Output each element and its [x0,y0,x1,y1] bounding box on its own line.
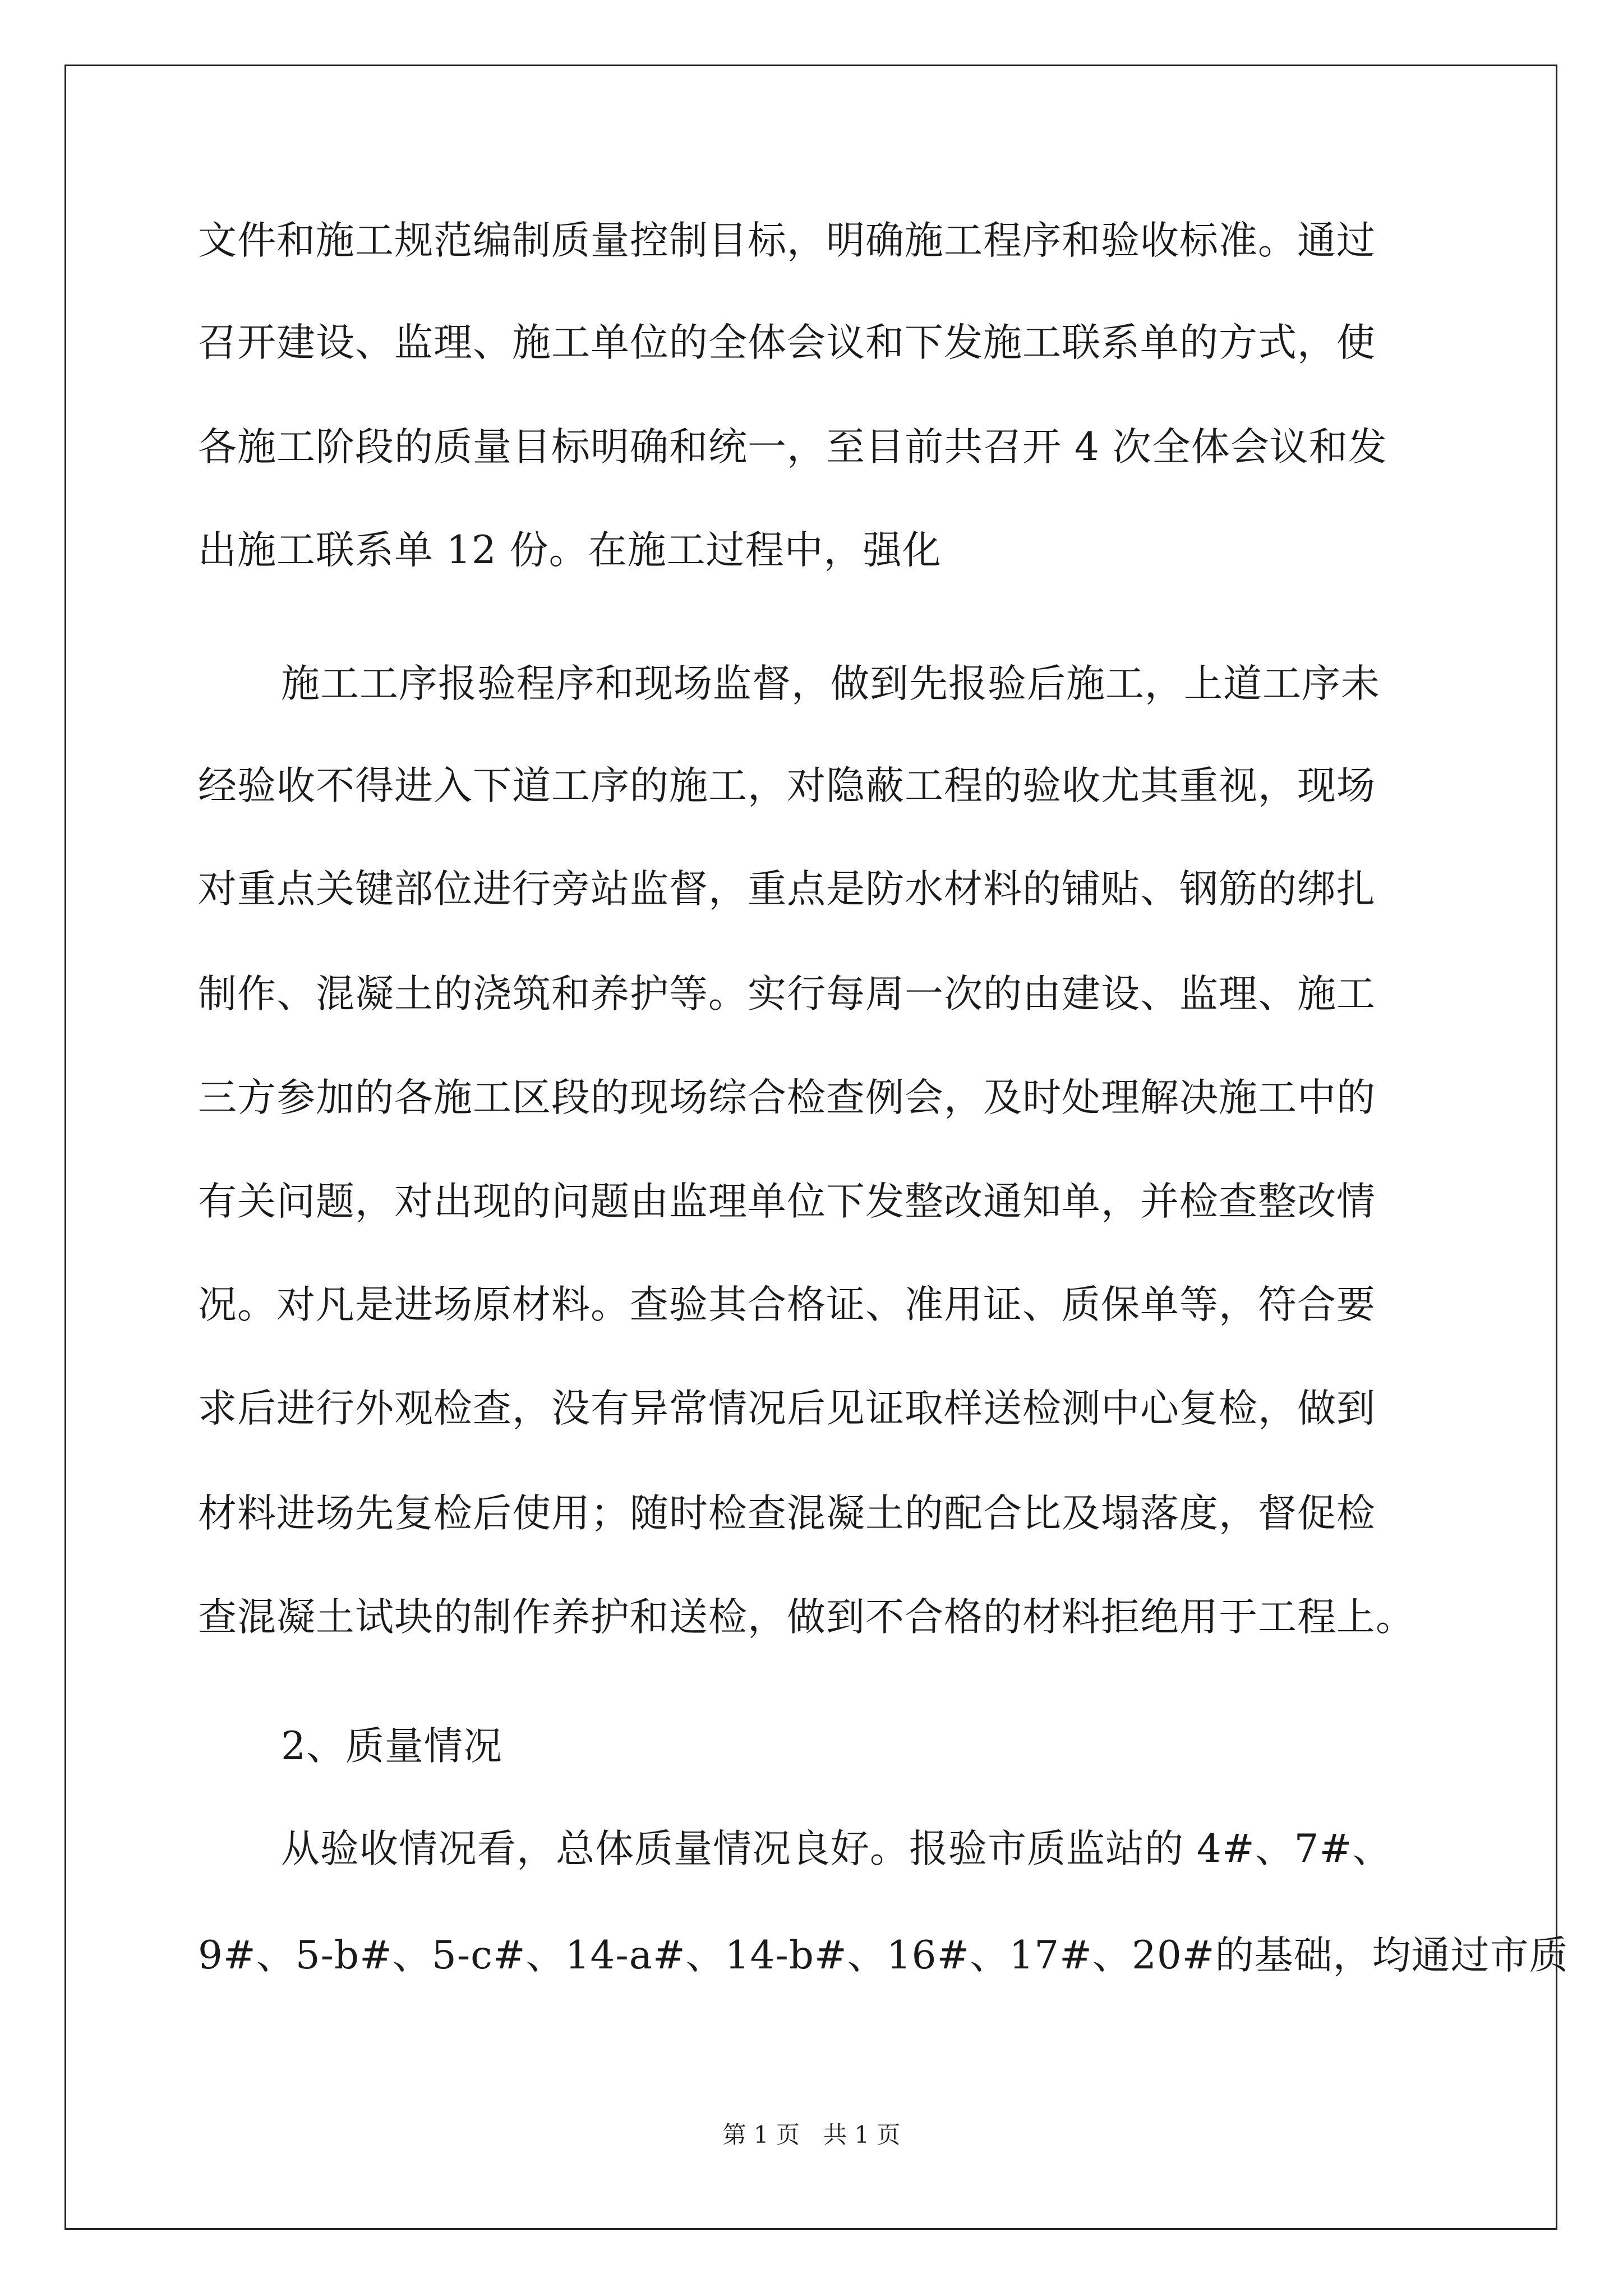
section-heading: 2、质量情况 [281,1724,502,1769]
body-line: 三方参加的各施工区段的现场综合检查例会，及时处理解决施工中的 [198,1075,1376,1120]
body-line: 制作、混凝土的浇筑和养护等。实行每周一次的由建设、监理、施工 [198,972,1376,1016]
body-line: 文件和施工规范编制质量控制目标，明确施工程序和验收标准。通过 [198,218,1376,263]
body-line: 材料进场先复检后使用；随时检查混凝土的配合比及塌落度，督促检 [198,1491,1376,1536]
body-line: 对重点关键部位进行旁站监督，重点是防水材料的铺贴、钢筋的绑扎 [198,867,1376,912]
paragraph-first-line: 施工工序报验程序和现场监督，做到先报验后施工，上道工序未 [281,661,1380,706]
page-number: 第 1 页 共 1 页 [722,2121,901,2148]
body-line: 求后进行外观检查，没有异常情况后见证取样送检测中心复检，做到 [198,1386,1376,1431]
paragraph-first-line: 从验收情况看，总体质量情况良好。报验市质监站的 4#、7#、 [281,1826,1392,1871]
body-line: 出施工联系单 12 份。在施工过程中，强化 [198,528,942,573]
body-line: 况。对凡是进场原材料。查验其合格证、准用证、质保单等，符合要 [198,1282,1376,1327]
page-border [64,65,1557,2230]
body-line: 有关问题，对出现的问题由监理单位下发整改通知单，并检查整改情 [198,1179,1376,1224]
body-line: 经验收不得进入下道工序的施工，对隐蔽工程的验收尤其重视，现场 [198,763,1376,808]
body-line: 查混凝土试块的制作养护和送检，做到不合格的材料拒绝用于工程上。 [198,1595,1415,1640]
body-line: 9#、5-b#、5-c#、14-a#、14-b#、16#、17#、20#的基础，均通过市质 [198,1933,1569,1978]
body-line: 各施工阶段的质量目标明确和统一，至目前共召开 4 次全体会议和发 [198,425,1387,470]
body-line: 召开建设、监理、施工单位的全体会议和下发施工联系单的方式，使 [198,320,1376,365]
